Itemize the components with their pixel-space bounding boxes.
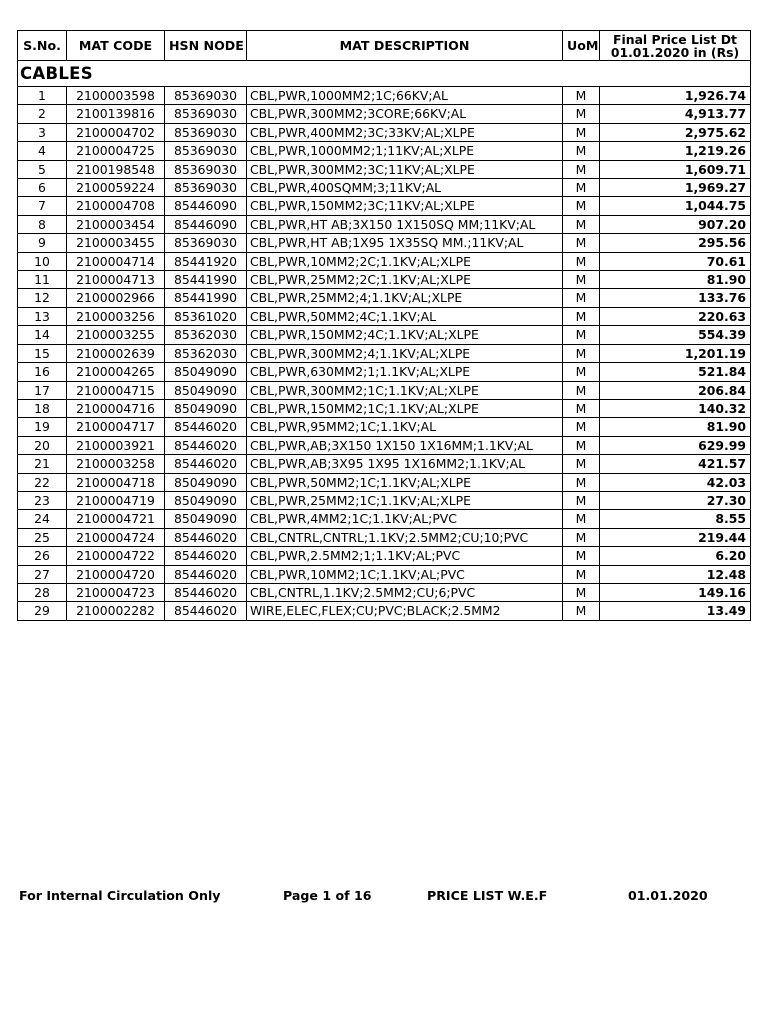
cell-mat-code: 2100004713 [67, 271, 165, 289]
footer-circulation: For Internal Circulation Only [19, 888, 221, 903]
cell-mat-description: CBL,PWR,400SQMM;3;11KV;AL [247, 179, 563, 197]
cell-mat-description: WIRE,ELEC,FLEX;CU;PVC;BLACK;2.5MM2 [247, 602, 563, 620]
cell-uom: M [563, 510, 600, 528]
cell-hsn-node: 85369030 [165, 179, 247, 197]
cell-sno: 18 [18, 399, 67, 417]
cell-mat-code: 2100002282 [67, 602, 165, 620]
cell-mat-code: 2100004721 [67, 510, 165, 528]
cell-mat-description: CBL,PWR,10MM2;1C;1.1KV;AL;PVC [247, 565, 563, 583]
cell-price: 206.84 [600, 381, 751, 399]
cell-hsn-node: 85049090 [165, 399, 247, 417]
cell-hsn-node: 85369030 [165, 123, 247, 141]
cell-mat-description: CBL,PWR,10MM2;2C;1.1KV;AL;XLPE [247, 252, 563, 270]
footer-page-number: Page 1 of 16 [283, 888, 372, 903]
cell-price: 220.63 [600, 307, 751, 325]
cell-price: 6.20 [600, 547, 751, 565]
cell-mat-code: 2100059224 [67, 179, 165, 197]
cell-hsn-node: 85446020 [165, 547, 247, 565]
table-row [18, 87, 751, 105]
cell-uom: M [563, 142, 600, 160]
cell-uom: M [563, 252, 600, 270]
cell-mat-description: CBL,PWR,AB;3X150 1X150 1X16MM;1.1KV;AL [247, 436, 563, 454]
table-row [18, 326, 751, 344]
footer-price-list: PRICE LIST W.E.F [427, 888, 548, 903]
cell-mat-code: 2100004702 [67, 123, 165, 141]
cell-sno: 26 [18, 547, 67, 565]
cell-sno: 4 [18, 142, 67, 160]
cell-uom: M [563, 179, 600, 197]
cell-hsn-node: 85441920 [165, 252, 247, 270]
cell-hsn-node: 85049090 [165, 473, 247, 491]
table-row [18, 271, 751, 289]
cell-sno: 9 [18, 234, 67, 252]
cell-uom: M [563, 234, 600, 252]
cell-hsn-node: 85446020 [165, 602, 247, 620]
cell-price: 133.76 [600, 289, 751, 307]
table-row [18, 252, 751, 270]
cell-sno: 12 [18, 289, 67, 307]
cell-sno: 15 [18, 344, 67, 362]
cell-hsn-node: 85369030 [165, 160, 247, 178]
cell-mat-code: 2100004722 [67, 547, 165, 565]
table-row [18, 160, 751, 178]
cell-price: 8.55 [600, 510, 751, 528]
cell-uom: M [563, 528, 600, 546]
header-final-price-line2: 01.01.2020 in (Rs) [610, 44, 740, 60]
cell-mat-code: 2100003598 [67, 87, 165, 105]
cell-price: 1,926.74 [600, 87, 751, 105]
cell-mat-code: 2100139816 [67, 105, 165, 123]
cell-sno: 3 [18, 123, 67, 141]
section-title: CABLES [18, 61, 751, 87]
cell-mat-code: 2100004720 [67, 565, 165, 583]
header-final-price-line1: Final Price List Dt [613, 31, 737, 47]
cell-mat-description: CBL,PWR,4MM2;1C;1.1KV;AL;PVC [247, 510, 563, 528]
cell-sno: 21 [18, 455, 67, 473]
cell-hsn-node: 85049090 [165, 363, 247, 381]
cell-hsn-node: 85369030 [165, 142, 247, 160]
cell-mat-code: 2100003255 [67, 326, 165, 344]
cell-mat-code: 2100004715 [67, 381, 165, 399]
cell-sno: 11 [18, 271, 67, 289]
table-row [18, 142, 751, 160]
cell-uom: M [563, 326, 600, 344]
table-row [18, 436, 751, 454]
cell-sno: 19 [18, 418, 67, 436]
header-final-price [600, 31, 751, 61]
cell-price: 149.16 [600, 583, 751, 601]
cell-hsn-node: 85361020 [165, 307, 247, 325]
cell-mat-code: 2100002639 [67, 344, 165, 362]
cell-price: 907.20 [600, 215, 751, 233]
header-row [18, 31, 751, 61]
cell-sno: 25 [18, 528, 67, 546]
cell-sno: 8 [18, 215, 67, 233]
cell-mat-description: CBL,PWR,630MM2;1;1.1KV;AL;XLPE [247, 363, 563, 381]
cell-mat-code: 2100003921 [67, 436, 165, 454]
cell-mat-code: 2100003454 [67, 215, 165, 233]
cell-price: 1,044.75 [600, 197, 751, 215]
cell-price: 629.99 [600, 436, 751, 454]
cell-uom: M [563, 87, 600, 105]
cell-hsn-node: 85049090 [165, 381, 247, 399]
cell-price: 421.57 [600, 455, 751, 473]
cell-hsn-node: 85446020 [165, 565, 247, 583]
cell-sno: 29 [18, 602, 67, 620]
table-row [18, 307, 751, 325]
cell-price: 12.48 [600, 565, 751, 583]
table-row [18, 215, 751, 233]
cell-price: 27.30 [600, 491, 751, 509]
table-row [18, 399, 751, 417]
cell-uom: M [563, 602, 600, 620]
cell-mat-description: CBL,PWR,300MM2;3C;11KV;AL;XLPE [247, 160, 563, 178]
header-hsn-node: HSN NODE [165, 31, 247, 61]
cell-mat-description: CBL,PWR,95MM2;1C;1.1KV;AL [247, 418, 563, 436]
cell-hsn-node: 85446020 [165, 528, 247, 546]
table-row [18, 491, 751, 509]
cell-sno: 5 [18, 160, 67, 178]
cell-uom: M [563, 160, 600, 178]
cell-price: 70.61 [600, 252, 751, 270]
cell-mat-code: 2100004708 [67, 197, 165, 215]
cell-hsn-node: 85446020 [165, 455, 247, 473]
price-list-sheet [17, 30, 750, 621]
cell-sno: 20 [18, 436, 67, 454]
cell-price: 81.90 [600, 418, 751, 436]
cell-hsn-node: 85446090 [165, 215, 247, 233]
cell-uom: M [563, 381, 600, 399]
cell-mat-code: 2100004717 [67, 418, 165, 436]
cell-hsn-node: 85369030 [165, 87, 247, 105]
cell-price: 42.03 [600, 473, 751, 491]
table-row [18, 179, 751, 197]
cell-mat-description: CBL,CNTRL,CNTRL;1.1KV;2.5MM2;CU;10;PVC [247, 528, 563, 546]
cell-mat-description: CBL,PWR,2.5MM2;1;1.1KV;AL;PVC [247, 547, 563, 565]
cell-uom: M [563, 565, 600, 583]
table-row [18, 528, 751, 546]
cell-price: 140.32 [600, 399, 751, 417]
cell-mat-description: CBL,PWR,25MM2;4;1.1KV;AL;XLPE [247, 289, 563, 307]
cell-mat-description: CBL,PWR,150MM2;3C;11KV;AL;XLPE [247, 197, 563, 215]
cell-hsn-node: 85362030 [165, 326, 247, 344]
cell-sno: 6 [18, 179, 67, 197]
cell-uom: M [563, 215, 600, 233]
price-table [17, 30, 751, 621]
cell-sno: 2 [18, 105, 67, 123]
cell-mat-description: CBL,PWR,50MM2;4C;1.1KV;AL [247, 307, 563, 325]
cell-mat-description: CBL,PWR,HT AB;3X150 1X150SQ MM;11KV;AL [247, 215, 563, 233]
table-row [18, 105, 751, 123]
table-row [18, 234, 751, 252]
table-row [18, 565, 751, 583]
cell-sno: 1 [18, 87, 67, 105]
cell-mat-code: 2100003455 [67, 234, 165, 252]
cell-price: 521.84 [600, 363, 751, 381]
cell-mat-code: 2100004719 [67, 491, 165, 509]
cell-uom: M [563, 271, 600, 289]
cell-mat-description: CBL,PWR,50MM2;1C;1.1KV;AL;XLPE [247, 473, 563, 491]
cell-hsn-node: 85446020 [165, 583, 247, 601]
cell-mat-description: CBL,PWR,AB;3X95 1X95 1X16MM2;1.1KV;AL [247, 455, 563, 473]
cell-mat-description: CBL,PWR,300MM2;3CORE;66KV;AL [247, 105, 563, 123]
cell-hsn-node: 85049090 [165, 491, 247, 509]
cell-sno: 13 [18, 307, 67, 325]
cell-sno: 16 [18, 363, 67, 381]
table-row [18, 197, 751, 215]
cell-hsn-node: 85362030 [165, 344, 247, 362]
table-row [18, 289, 751, 307]
cell-mat-description: CBL,PWR,25MM2;1C;1.1KV;AL;XLPE [247, 491, 563, 509]
cell-uom: M [563, 363, 600, 381]
cell-hsn-node: 85441990 [165, 271, 247, 289]
cell-price: 2,975.62 [600, 123, 751, 141]
cell-uom: M [563, 105, 600, 123]
header-mat-code: MAT CODE [67, 31, 165, 61]
cell-uom: M [563, 583, 600, 601]
cell-mat-description: CBL,PWR,1000MM2;1;11KV;AL;XLPE [247, 142, 563, 160]
cell-price: 1,219.26 [600, 142, 751, 160]
cell-uom: M [563, 547, 600, 565]
cell-sno: 14 [18, 326, 67, 344]
cell-sno: 7 [18, 197, 67, 215]
table-row [18, 363, 751, 381]
cell-uom: M [563, 344, 600, 362]
header-mat-description: MAT DESCRIPTION [247, 31, 563, 61]
table-row [18, 602, 751, 620]
cell-hsn-node: 85446090 [165, 197, 247, 215]
table-row [18, 583, 751, 601]
cell-mat-code: 2100004718 [67, 473, 165, 491]
cell-mat-code: 2100004714 [67, 252, 165, 270]
cell-price: 1,969.27 [600, 179, 751, 197]
cell-mat-description: CBL,PWR,HT AB;1X95 1X35SQ MM.;11KV;AL [247, 234, 563, 252]
cell-uom: M [563, 455, 600, 473]
cell-mat-code: 2100004265 [67, 363, 165, 381]
cell-uom: M [563, 473, 600, 491]
table-row [18, 455, 751, 473]
cell-uom: M [563, 399, 600, 417]
cell-price: 219.44 [600, 528, 751, 546]
cell-mat-code: 2100003258 [67, 455, 165, 473]
cell-sno: 24 [18, 510, 67, 528]
page-footer [0, 888, 768, 904]
cell-price: 295.56 [600, 234, 751, 252]
cell-mat-code: 2100198548 [67, 160, 165, 178]
cell-mat-code: 2100004716 [67, 399, 165, 417]
cell-mat-description: CBL,PWR,300MM2;4;1.1KV;AL;XLPE [247, 344, 563, 362]
cell-hsn-node: 85441990 [165, 289, 247, 307]
cell-mat-description: CBL,PWR,25MM2;2C;1.1KV;AL;XLPE [247, 271, 563, 289]
cell-price: 81.90 [600, 271, 751, 289]
cell-mat-description: CBL,CNTRL,1.1KV;2.5MM2;CU;6;PVC [247, 583, 563, 601]
cell-mat-description: CBL,PWR,150MM2;1C;1.1KV;AL;XLPE [247, 399, 563, 417]
cell-price: 554.39 [600, 326, 751, 344]
table-row [18, 473, 751, 491]
table-row [18, 123, 751, 141]
table-row [18, 381, 751, 399]
cell-uom: M [563, 436, 600, 454]
cell-uom: M [563, 197, 600, 215]
cell-sno: 28 [18, 583, 67, 601]
cell-mat-code: 2100002966 [67, 289, 165, 307]
cell-mat-description: CBL,PWR,300MM2;1C;1.1KV;AL;XLPE [247, 381, 563, 399]
cell-uom: M [563, 418, 600, 436]
cell-sno: 22 [18, 473, 67, 491]
table-row [18, 418, 751, 436]
footer-date: 01.01.2020 [628, 888, 708, 903]
cell-price: 1,201.19 [600, 344, 751, 362]
cell-mat-description: CBL,PWR,400MM2;3C;33KV;AL;XLPE [247, 123, 563, 141]
cell-mat-description: CBL,PWR,150MM2;4C;1.1KV;AL;XLPE [247, 326, 563, 344]
cell-hsn-node: 85049090 [165, 510, 247, 528]
table-row [18, 547, 751, 565]
cell-sno: 10 [18, 252, 67, 270]
cell-mat-code: 2100004724 [67, 528, 165, 546]
section-row [18, 61, 751, 87]
cell-sno: 23 [18, 491, 67, 509]
cell-uom: M [563, 123, 600, 141]
table-row [18, 510, 751, 528]
header-uom: UoM [563, 31, 600, 61]
cell-price: 1,609.71 [600, 160, 751, 178]
cell-mat-code: 2100003256 [67, 307, 165, 325]
cell-hsn-node: 85369030 [165, 105, 247, 123]
header-sno: S.No. [18, 31, 67, 61]
cell-hsn-node: 85369030 [165, 234, 247, 252]
cell-mat-description: CBL,PWR,1000MM2;1C;66KV;AL [247, 87, 563, 105]
cell-sno: 27 [18, 565, 67, 583]
cell-uom: M [563, 491, 600, 509]
cell-sno: 17 [18, 381, 67, 399]
cell-uom: M [563, 289, 600, 307]
cell-price: 4,913.77 [600, 105, 751, 123]
cell-hsn-node: 85446020 [165, 418, 247, 436]
cell-price: 13.49 [600, 602, 751, 620]
table-row [18, 344, 751, 362]
cell-uom: M [563, 307, 600, 325]
cell-mat-code: 2100004723 [67, 583, 165, 601]
cell-mat-code: 2100004725 [67, 142, 165, 160]
cell-hsn-node: 85446020 [165, 436, 247, 454]
